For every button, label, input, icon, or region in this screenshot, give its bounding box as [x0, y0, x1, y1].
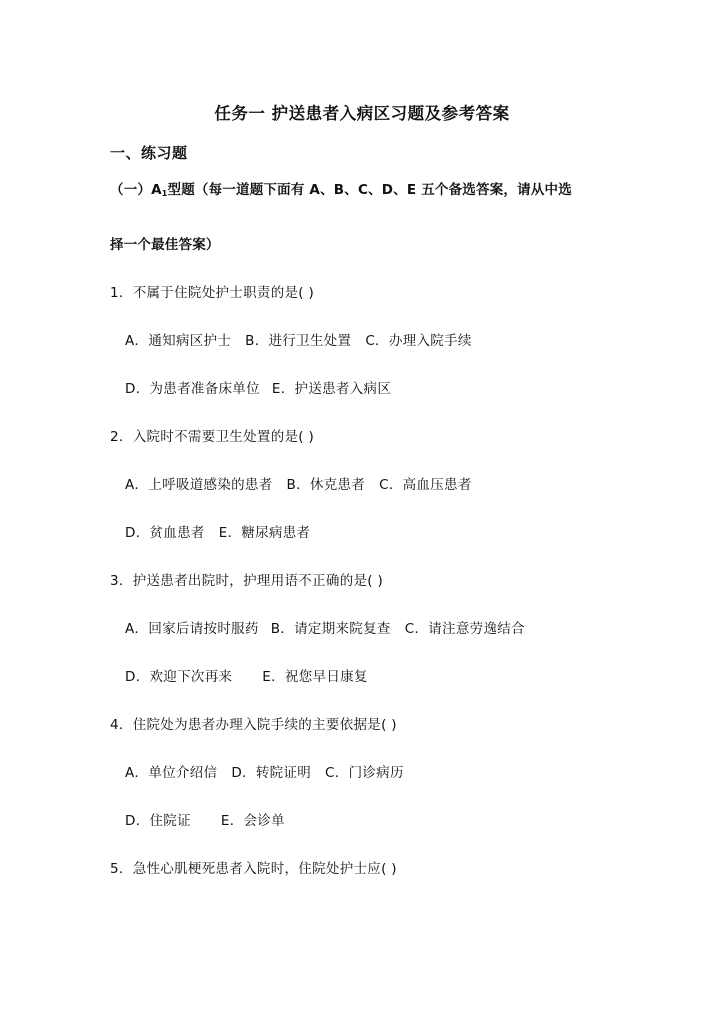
- option-d: D．欢迎下次再来: [125, 669, 233, 685]
- subsection-prefix: （一）A: [110, 182, 162, 198]
- question-3-options-row-2: [125, 671, 368, 685]
- option-c: C．请注意劳逸结合: [404, 621, 525, 637]
- option-b: B．进行卫生处置: [245, 333, 352, 349]
- option-a: A．通知病区护士: [125, 333, 232, 349]
- question-1-options-row-1: [125, 335, 472, 349]
- subsection-heading-line2: 择一个最佳答案）: [110, 237, 220, 253]
- option-c: C．门诊病历: [325, 765, 404, 781]
- question-4-options-row-2: [125, 815, 285, 829]
- question-1-options-row-2: [125, 383, 391, 397]
- subsection-heading-line1: [110, 184, 572, 198]
- subsection-line1-rest: 型题（每一道题下面有 A、B、C、D、E 五个备选答案，请从中选: [167, 182, 572, 198]
- document-title: 任务一 护送患者入病区习题及参考答案: [214, 104, 510, 123]
- question-2-options-row-2: [125, 527, 310, 541]
- option-b: B．请定期来院复查: [270, 621, 391, 637]
- question-4-stem: 4．住院处为患者办理入院手续的主要依据是( ): [110, 717, 397, 733]
- option-b: B．休克患者: [286, 477, 366, 493]
- option-e: E．护送患者入病区: [271, 381, 392, 397]
- option-b: D．转院证明: [231, 765, 312, 781]
- subsection-subscript: 1: [161, 189, 168, 198]
- option-d: D．住院证: [125, 813, 191, 829]
- question-1-stem: 1．不属于住院处护士职责的是( ): [110, 285, 315, 301]
- question-3-options-row-1: [125, 623, 525, 637]
- option-a: A．单位介绍信: [125, 765, 218, 781]
- option-e: E．祝您早日康复: [262, 669, 368, 685]
- option-c: C．办理入院手续: [365, 333, 472, 349]
- option-a: A．回家后请按时服药: [125, 621, 259, 637]
- question-3-stem: 3．护送患者出院时，护理用语不正确的是( ): [110, 573, 384, 589]
- question-2-stem: 2．入院时不需要卫生处置的是( ): [110, 429, 315, 445]
- option-e: E．会诊单: [220, 813, 285, 829]
- option-c: C．高血压患者: [379, 477, 472, 493]
- option-e: E．糖尿病患者: [218, 525, 311, 541]
- question-4-options-row-1: [125, 767, 404, 781]
- section-heading: 一、练习题: [110, 144, 188, 162]
- option-d: D．贫血患者: [125, 525, 205, 541]
- question-5-stem: 5．急性心肌梗死患者入院时，住院处护士应( ): [110, 861, 397, 877]
- option-d: D．为患者准备床单位: [125, 381, 260, 397]
- question-2-options-row-1: [125, 479, 472, 493]
- option-a: A．上呼吸道感染的患者: [125, 477, 273, 493]
